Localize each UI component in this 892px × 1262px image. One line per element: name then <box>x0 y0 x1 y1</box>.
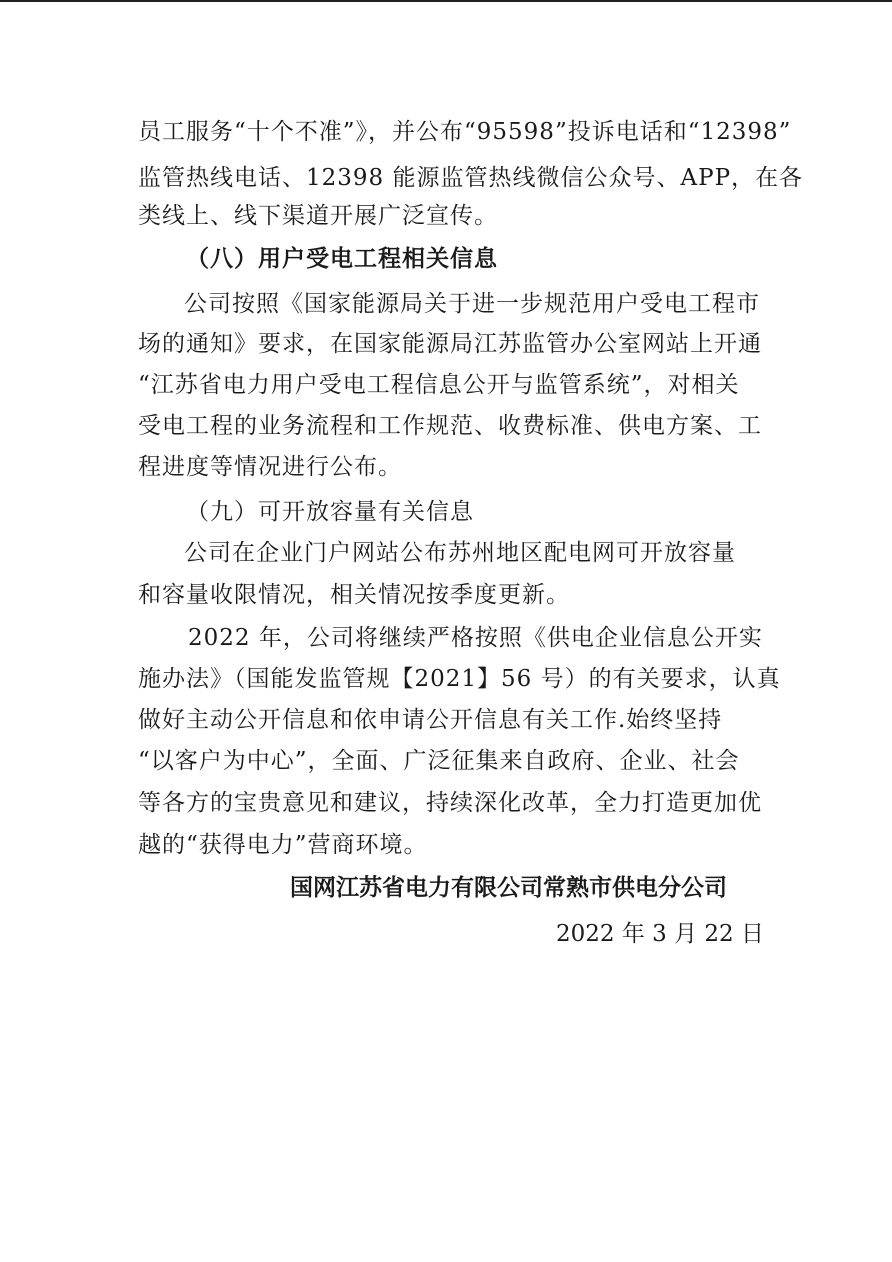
body-line: 程进度等情况进行公布。 <box>138 454 402 480</box>
body-line: 公司在企业门户网站公布苏州地区配电网可开放容量 <box>184 540 736 566</box>
section-heading-9: （九）可开放容量有关信息 <box>186 499 474 525</box>
body-line: 员工服务“十个不准”》，并公布“95598”投诉电话和“12398” <box>138 119 792 145</box>
signature-date: 2022 年 3 月 22 日 <box>556 921 764 947</box>
body-line: 受电工程的业务流程和工作规范、收费标准、供电方案、工 <box>138 413 762 439</box>
body-line: 施办法》（国能发监管规【2021】56 号）的有关要求，认真 <box>138 666 781 692</box>
body-line: 场的通知》要求，在国家能源局江苏监管办公室网站上开通 <box>138 331 762 357</box>
body-line: 类线上、线下渠道开展广泛宣传。 <box>138 203 498 229</box>
body-line: 和容量收限情况，相关情况按季度更新。 <box>138 582 570 608</box>
body-line: 做好主动公开信息和依申请公开信息有关工作.始终坚持 <box>138 707 723 733</box>
body-line: 等各方的宝贵意见和建议，持续深化改革，全力打造更加优 <box>138 790 762 816</box>
body-line: 监管热线电话、12398 能源监管热线微信公众号、APP，在各 <box>138 165 804 191</box>
page-top-border <box>0 0 892 2</box>
body-line: 越的“获得电力”营商环境。 <box>138 832 428 858</box>
signature-organization: 国网江苏省电力有限公司常熟市供电分公司 <box>290 875 727 901</box>
body-line: “江苏省电力用户受电工程信息公开与监管系统”，对相关 <box>138 372 740 398</box>
section-heading-8: （八）用户受电工程相关信息 <box>186 246 498 272</box>
body-line: 2022 年，公司将继续严格按照《供电企业信息公开实 <box>188 625 763 651</box>
body-line: 公司按照《国家能源局关于进一步规范用户受电工程市 <box>184 291 760 317</box>
body-line: “以客户为中心”，全面、广泛征集来自政府、企业、社会 <box>138 748 740 774</box>
